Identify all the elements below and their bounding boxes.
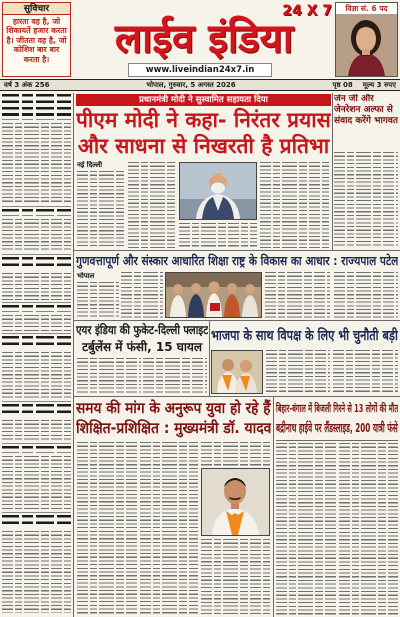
- article-text: [2, 456, 71, 510]
- story-subhead: [2, 515, 71, 528]
- article-text: [2, 352, 71, 399]
- dateline-bar: [0, 79, 400, 91]
- bjp-leaders-image: [212, 351, 262, 393]
- article-text: [266, 350, 330, 394]
- thought-text: हारता वह है, जो शिकायतें हजार करता है। जीतता वह है, जो कोशिश बार बार करता है।: [6, 17, 67, 64]
- article-text: [2, 273, 71, 300]
- article-text: [77, 171, 125, 248]
- article-text: [265, 272, 330, 318]
- article-text: [128, 162, 176, 248]
- article-text: [2, 123, 71, 204]
- lead-headline-line2: [76, 133, 331, 160]
- price: मूल्य 3 रुपए: [362, 81, 396, 89]
- section-rule: [74, 250, 400, 251]
- article-text: [143, 358, 207, 395]
- cm-yadav-image: [202, 469, 269, 535]
- pm-modi-image: [180, 163, 256, 219]
- story-subhead: [2, 209, 71, 216]
- story-subhead: [2, 404, 71, 417]
- bjp-leaders-photo: [211, 350, 263, 394]
- lead-byline: नई दिल्ली: [77, 161, 103, 169]
- section-rule: [276, 440, 398, 441]
- left-story: [2, 515, 71, 615]
- lead-kicker: [76, 94, 331, 106]
- story-subhead: [2, 257, 71, 270]
- governor-event-photo: [165, 272, 262, 318]
- article-text: [276, 443, 336, 615]
- column-rule: [209, 321, 210, 396]
- weather-headline-1-text: बिहार-बंगाल में बिजली गिरने से 13 लोगों की मौत: [276, 402, 398, 415]
- bjp-headline: [211, 325, 398, 347]
- governor-headline: [76, 252, 398, 270]
- flight-headline-text: एयर इंडिया की फुकेट-दिल्ली फ्लाइट: [76, 323, 208, 337]
- thought-heading: सुविचार: [3, 3, 70, 15]
- left-story: [2, 257, 71, 303]
- cm-headline-text: शिक्षित-प्रशिक्षित : मुख्यमंत्री डॉ. यादव: [76, 419, 271, 437]
- cm-headline-text: समय की मांग के अनुरूप युवा हो रहे हैं: [76, 399, 271, 417]
- left-story: [2, 305, 71, 334]
- cm-headline-line2: [76, 418, 271, 439]
- bjp-headline-text: भाजपा के साथ विपक्ष के लिए भी चुनौती बड़ी: [211, 328, 398, 344]
- story-subhead: [2, 94, 71, 120]
- place-date: भोपाल, गुरुवार, 5 अगस्त 2026: [146, 81, 236, 89]
- article-text: [77, 282, 119, 318]
- article-text: [339, 443, 398, 615]
- governor-headline-text: गुणवत्तापूर्ण और संस्कार आधारित शिक्षा राष्ट्र के विकास का आधार : राज्यपाल पटेल: [76, 253, 398, 268]
- governor-event-image: [166, 273, 261, 317]
- website-text: www.liveindian24x7.in: [145, 65, 255, 75]
- cm-headline-line1: [76, 398, 271, 419]
- corner-photo-caption: विज्ञा सं. 6 पद: [345, 4, 388, 13]
- article-text: [334, 272, 398, 318]
- left-story: [2, 94, 71, 207]
- side-story-headline: जेन जी और जेनरेशन अल्फा से संवाद करेंगे भागवत: [334, 94, 398, 126]
- page-count: पृष्ठ 08: [332, 81, 353, 89]
- thought-box: [2, 2, 71, 77]
- article-text: [2, 315, 71, 331]
- column-rule: [273, 397, 274, 617]
- left-story: [2, 336, 71, 402]
- pm-modi-photo: [179, 162, 257, 220]
- article-text: [333, 350, 398, 394]
- flight-headline-line2: [76, 339, 208, 356]
- lead-kicker-text: प्रधानमंत्री मोदी ने सुस्वामित सहायता दिया: [139, 95, 268, 105]
- flight-headline-line1: [76, 322, 208, 339]
- flight-headline-text: टर्बुलेंस में फंसी, 15 घायल: [81, 340, 203, 354]
- article-text: [179, 223, 257, 248]
- column-rule: [332, 93, 333, 250]
- article-text: [2, 531, 71, 613]
- masthead-tag-text: 24 X 7: [282, 3, 332, 19]
- corner-photo: [335, 2, 398, 77]
- article-text: [121, 272, 163, 318]
- weather-headline-2-text: बद्रीनाथ हाईवे पर लैंडस्लाइड, 200 यात्री फंसे: [276, 420, 398, 435]
- governor-byline: भोपाल: [77, 272, 95, 280]
- volume-issue: वर्ष 3 अंक 256: [4, 81, 50, 89]
- section-rule: [74, 396, 400, 397]
- left-story: [2, 209, 71, 255]
- weather-headline-2: [276, 418, 398, 438]
- article-text: [260, 162, 330, 248]
- left-story: [2, 446, 71, 513]
- left-story: [2, 404, 71, 444]
- lead-headline-text: पीएम मोदी ने कहा- निरंतर प्रयास: [76, 108, 331, 132]
- portrait-image: [336, 14, 397, 76]
- article-text: [2, 420, 71, 441]
- story-subhead: [2, 446, 71, 453]
- weather-headline-1: [276, 400, 398, 417]
- story-subhead: [2, 336, 71, 349]
- masthead-title-text: लाईव इंडिया: [114, 16, 294, 62]
- article-text: [201, 539, 270, 615]
- section-rule: [74, 320, 400, 321]
- article-text: [334, 152, 398, 248]
- pages-price: [332, 80, 396, 90]
- article-text: [140, 442, 198, 615]
- lead-headline-text: और साधना से निखरती है प्रतिभा: [77, 134, 330, 158]
- cm-yadav-photo: [201, 468, 270, 536]
- article-text: [2, 219, 71, 252]
- story-subhead: [2, 305, 71, 312]
- masthead-title: [76, 15, 332, 63]
- article-text: [77, 442, 137, 615]
- column-rule: [73, 93, 74, 617]
- article-text: [201, 442, 270, 466]
- lead-headline-line1: [76, 107, 331, 134]
- article-text: [77, 358, 141, 395]
- masthead-website: [128, 63, 272, 77]
